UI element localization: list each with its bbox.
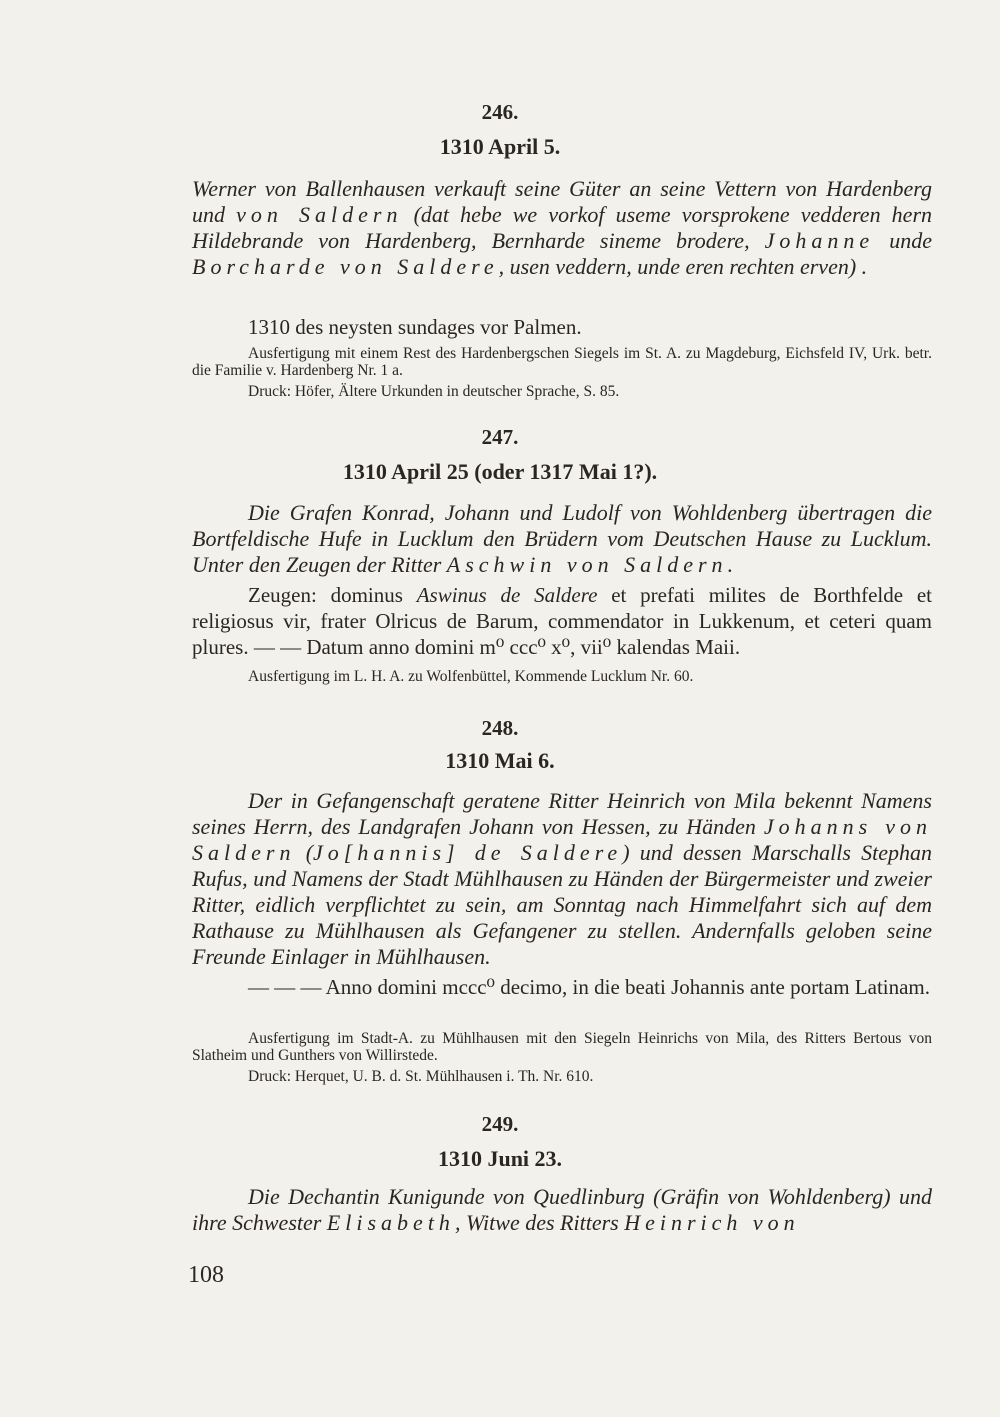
- entry-date: 1310 Mai 6.: [445, 748, 555, 773]
- entry-number: 247.: [481, 425, 519, 449]
- entry-note: Ausfertigung im L. H. A. zu Wolfenbüttel, Kommende Lucklum Nr. 60.: [248, 668, 694, 685]
- entry-summary: Die Grafen Konrad, Johann und Ludolf von Wohldenberg übertragen die Bortfeldische Hufe in Lucklum den Brüdern vom Deutschen Hause zu Lucklum. Unter den Zeugen der Ritter Aschwin von Saldern.: [192, 500, 932, 577]
- entry-summary: Der in Gefangenschaft geratene Ritter Heinrich von Mila bekennt Namens seines Herrn, des Landgrafen Johann von Hessen, zu Händen Johanns von Saldern (Jo[hannis] de Saldere) und dessen Marschalls Stephan Rufus, und Namens der Stadt Mühlhausen zu Händen der Bürgermeister und zweier Ritter, eidlich verpflichtet zu sein, am Sonntag nach Himmelfahrt sich auf dem Rathause zu Mühlhausen als Gefangener zu stellen. Andernfalls geloben seine Freunde Einlager in Mühlhausen.: [192, 788, 933, 969]
- entry-body: Zeugen: dominus Aswinus de Saldere et prefati milites de Borthfelde et religiosus vir, frater Olricus de Barum, commendator in Lukkenum, et ceteri quam plures. — — Datum anno domini m⁰ ccc⁰ x⁰, vii⁰ kalendas Maii.: [192, 583, 932, 659]
- entry-note: Ausfertigung im Stadt-A. zu Mühlhausen mit den Siegeln Heinrichs von Mila, des Ritters Bertous von Slatheim und Gunthers von Willirstede.: [192, 1030, 932, 1064]
- entry-summary: Werner von Ballenhausen verkauft seine Güter an seine Vettern von Hardenberg und von Saldern (dat hebe we vorkof useme vorsprokene vedderen hern Hildebrande von Hardenberg, Bernharde sineme brodere, Johanne unde Borcharde von Saldere, usen veddern, unde eren rechten erven) .: [192, 176, 933, 279]
- entry-body: — — — Anno domini mccc⁰ decimo, in die beati Johannis ante portam Latinam.: [248, 975, 931, 999]
- entry-number: 246.: [481, 100, 519, 124]
- entry-number: 249.: [481, 1112, 519, 1136]
- entry-body: 1310 des neysten sundages vor Palmen.: [248, 315, 582, 339]
- entry-number: 248.: [481, 716, 519, 740]
- entry-date: 1310 April 25 (oder 1317 Mai 1?).: [342, 459, 658, 484]
- entry-date: 1310 April 5.: [439, 134, 561, 159]
- page-number: 108: [188, 1262, 224, 1288]
- entry-note: Druck: Höfer, Ältere Urkunden in deutscher Sprache, S. 85.: [248, 383, 620, 400]
- entry-note: Ausfertigung mit einem Rest des Hardenbergschen Siegels im St. A. zu Magdeburg, Eichsfeld IV, Urk. betr. die Familie v. Hardenberg Nr. 1 a.: [192, 345, 932, 379]
- entry-summary: Die Dechantin Kunigunde von Quedlinburg (Gräfin von Wohldenberg) und ihre Schwester Elisabeth, Witwe des Ritters Heinrich von: [192, 1184, 932, 1235]
- entry-date: 1310 Juni 23.: [437, 1146, 563, 1171]
- entry-note: Druck: Herquet, U. B. d. St. Mühlhausen i. Th. Nr. 610.: [248, 1068, 594, 1085]
